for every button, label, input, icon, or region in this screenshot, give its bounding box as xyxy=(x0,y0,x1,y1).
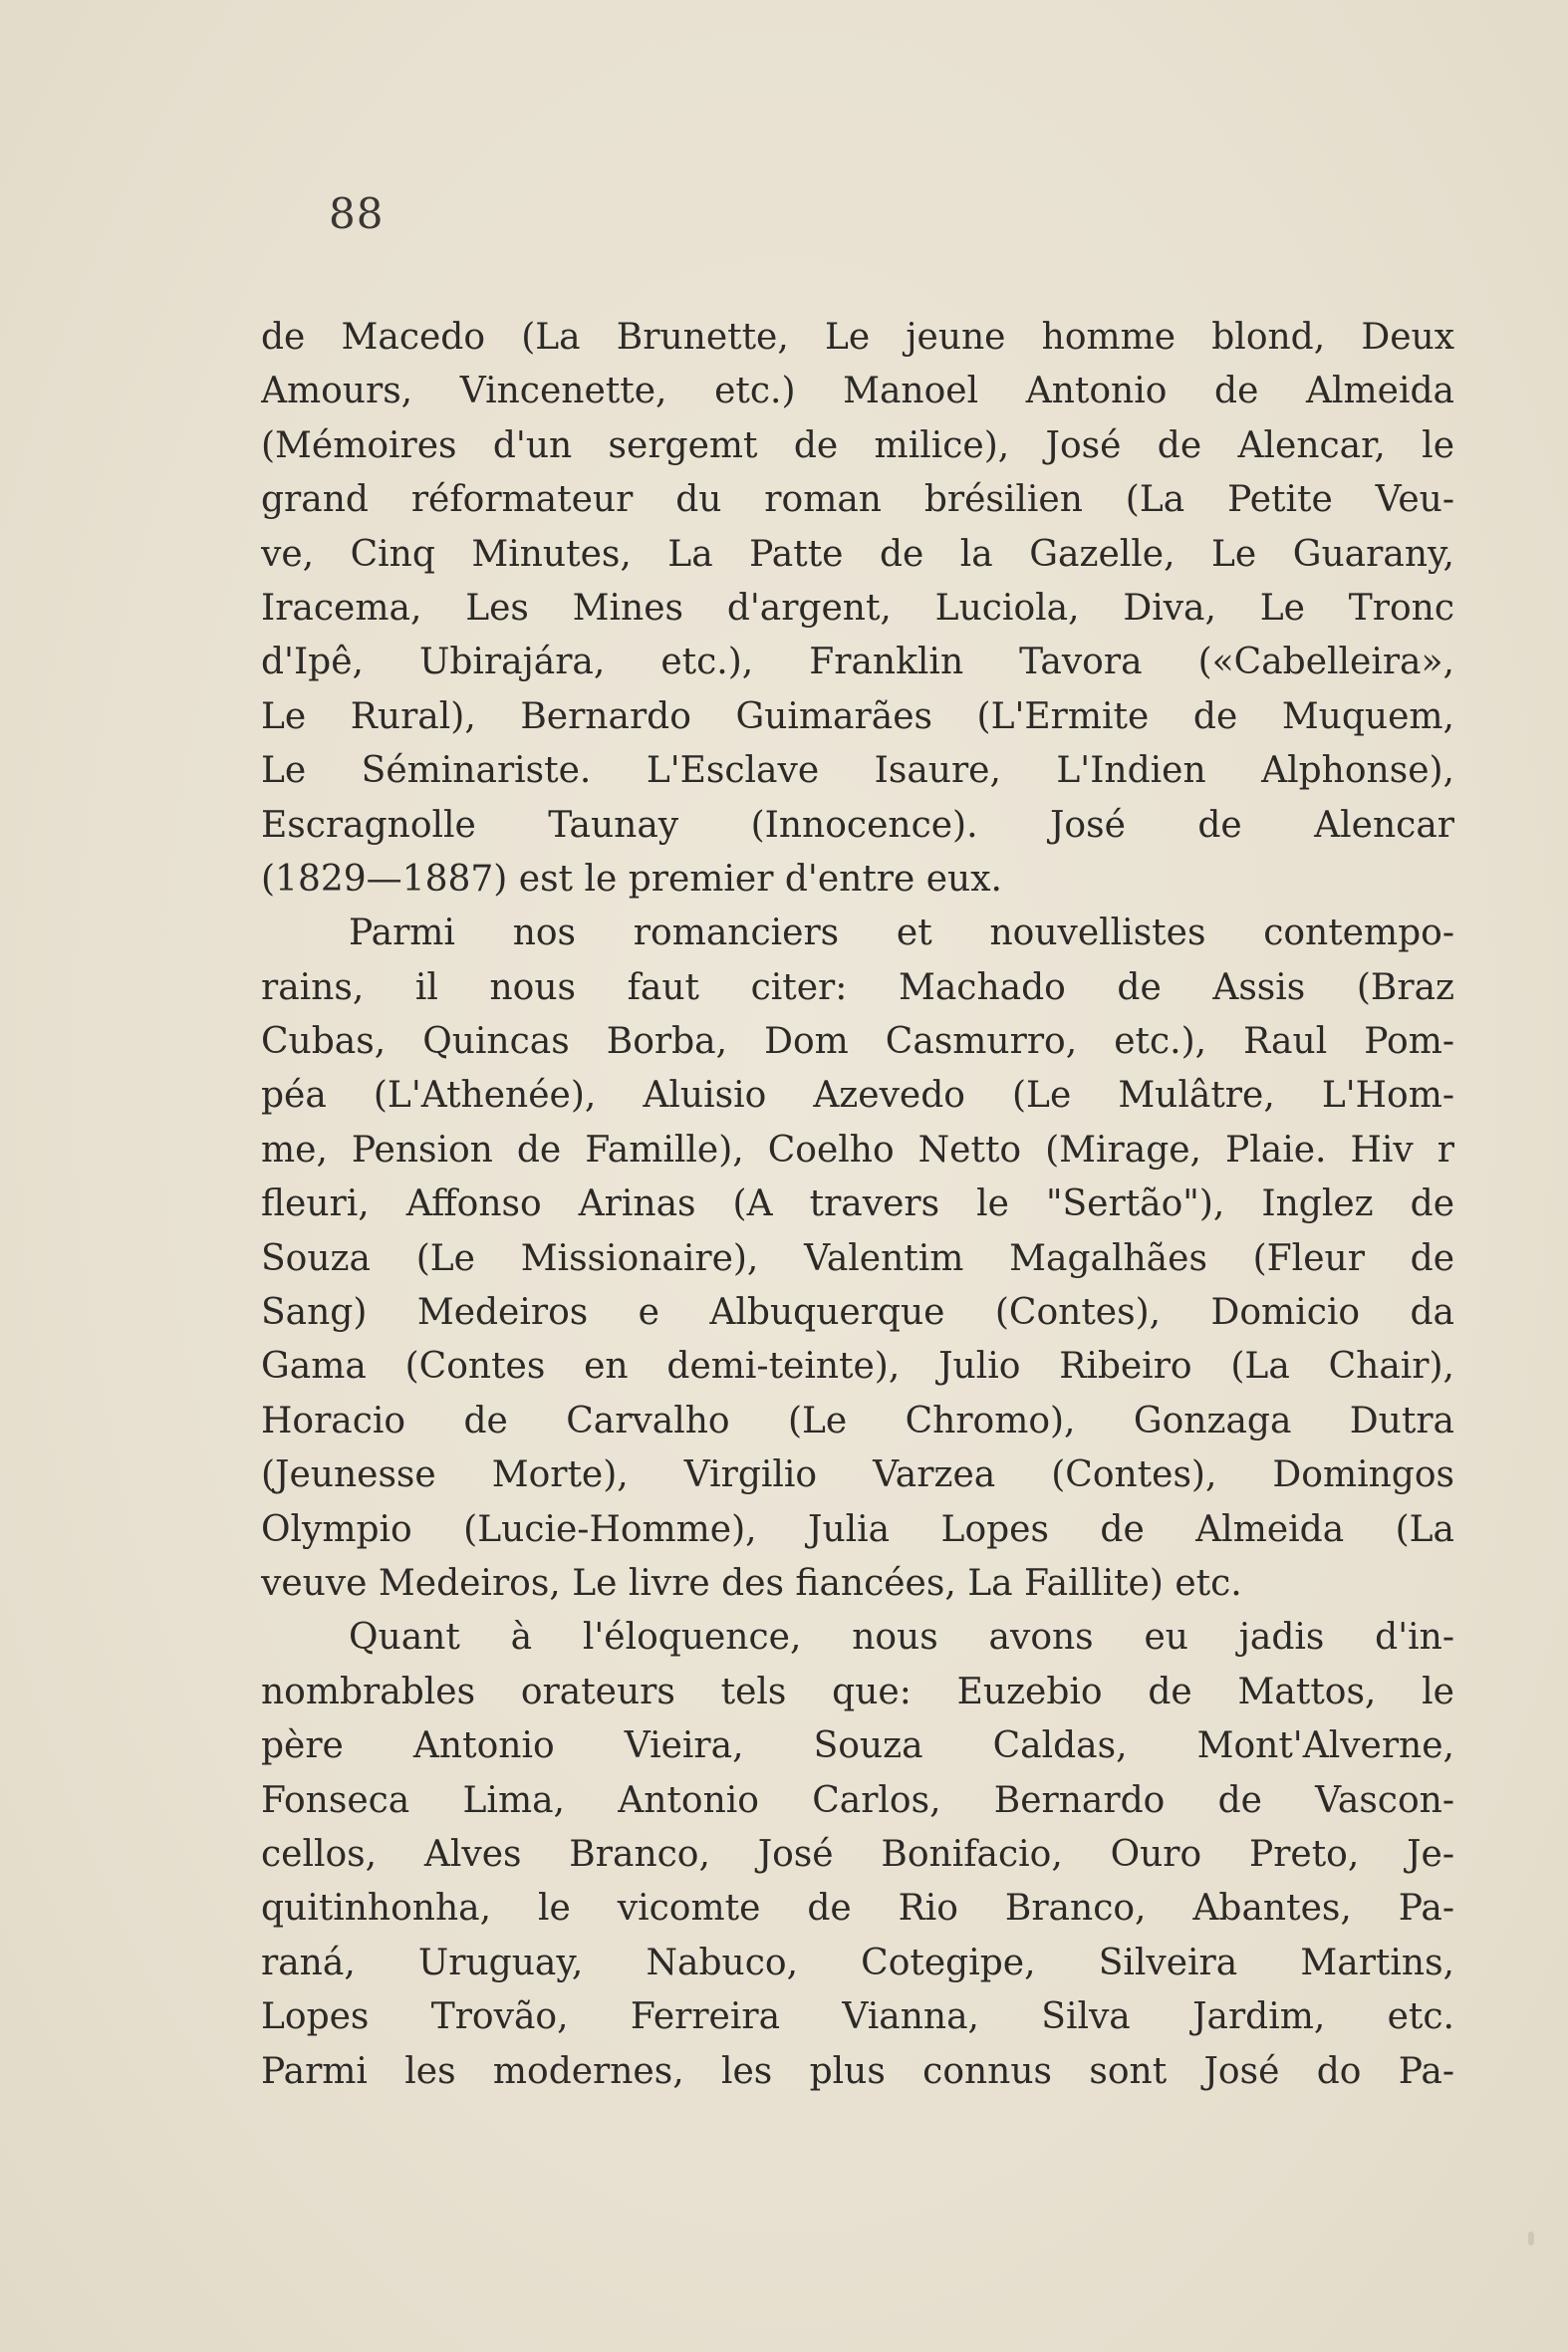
text-line: d'Ipê, Ubirajára, etc.), Franklin Tavora («Cabelleira», xyxy=(261,642,1454,683)
text-line: cellos, Alves Branco, José Bonifacio, Ouro Preto, Je- xyxy=(261,1833,1454,1875)
text-line: Gama (Contes en demi-teinte), Julio Ribeiro (La Chair), xyxy=(261,1346,1454,1388)
text-line: raná, Uruguay, Nabuco, Cotegipe, Silveira Martins, xyxy=(261,1942,1454,1983)
text-line: Le Séminariste. L'Esclave Isaure, L'Indien Alphonse), xyxy=(261,750,1454,792)
text-line: ve, Cinq Minutes, La Patte de la Gazelle, Le Guarany, xyxy=(261,533,1454,575)
text-line: Souza (Le Missionaire), Valentim Magalhães (Fleur de xyxy=(261,1237,1454,1279)
text-line: me, Pension de Famille), Coelho Netto (Mirage, Plaie. Hiv r xyxy=(261,1129,1454,1171)
text-line: (Jeunesse Morte), Virgilio Varzea (Contes), Domingos xyxy=(261,1454,1454,1496)
text-line: Sang) Medeiros e Albuquerque (Contes), Domicio da xyxy=(261,1292,1454,1334)
text-line: Olympio (Lucie-Homme), Julia Lopes de Almeida (La xyxy=(261,1508,1454,1550)
text-line: quitinhonha, le vicomte de Rio Branco, Abantes, Pa- xyxy=(261,1888,1454,1930)
text-line: rains, il nous faut citer: Machado de Assis (Braz xyxy=(261,966,1454,1008)
text-line: père Antonio Vieira, Souza Caldas, Mont'Alverne, xyxy=(261,1725,1454,1767)
text-line: Horacio de Carvalho (Le Chromo), Gonzaga Dutra xyxy=(261,1400,1454,1441)
text-line: Escragnolle Taunay (Innocence). José de Alencar xyxy=(261,804,1454,846)
paragraph-1 xyxy=(261,311,1454,907)
body-text xyxy=(261,311,1454,2099)
text-line: Le Rural), Bernardo Guimarães (L'Ermite de Muquem, xyxy=(261,695,1454,737)
text-line: Parmi les modernes, les plus connus sont José do Pa- xyxy=(261,2050,1454,2092)
text-line: Cubas, Quincas Borba, Dom Casmurro, etc.), Raul Pom- xyxy=(261,1021,1454,1063)
text-line: Iracema, Les Mines d'argent, Luciola, Diva, Le Tronc xyxy=(261,587,1454,629)
text-line: de Macedo (La Brunette, Le jeune homme blond, Deux xyxy=(261,317,1454,358)
text-line: Lopes Trovão, Ferreira Vianna, Silva Jardim, etc. xyxy=(261,1996,1454,2038)
text-line: péa (L'Athenée), Aluisio Azevedo (Le Mulâtre, L'Hom- xyxy=(261,1075,1454,1117)
text-line: Parmi nos romanciers et nouvellistes contempo- xyxy=(349,913,1454,954)
text-line: Fonseca Lima, Antonio Carlos, Bernardo de Vascon- xyxy=(261,1779,1454,1821)
text-line: grand réformateur du roman brésilien (La Petite Veu- xyxy=(261,479,1454,521)
paragraph-3 xyxy=(261,1611,1454,2099)
text-line: nombrables orateurs tels que: Euzebio de Mattos, le xyxy=(261,1671,1454,1712)
text-line: (Mémoires d'un sergemt de milice), José de Alencar, le xyxy=(261,424,1454,466)
paper-speck xyxy=(1528,2231,1534,2245)
text-line: fleuri, Affonso Arinas (A travers le "Sertão"), Inglez de xyxy=(261,1183,1454,1225)
paragraph-2 xyxy=(261,907,1454,1611)
text-line: (1829—1887) est le premier d'entre eux. xyxy=(261,858,1002,900)
text-line: Quant à l'éloquence, nous avons eu jadis d'in- xyxy=(349,1617,1454,1659)
page-number: 88 xyxy=(329,189,385,238)
text-line: Amours, Vincenette, etc.) Manoel Antonio de Almeida xyxy=(261,371,1454,412)
text-line: veuve Medeiros, Le livre des fiancées, La Faillite) etc. xyxy=(261,1562,1242,1604)
